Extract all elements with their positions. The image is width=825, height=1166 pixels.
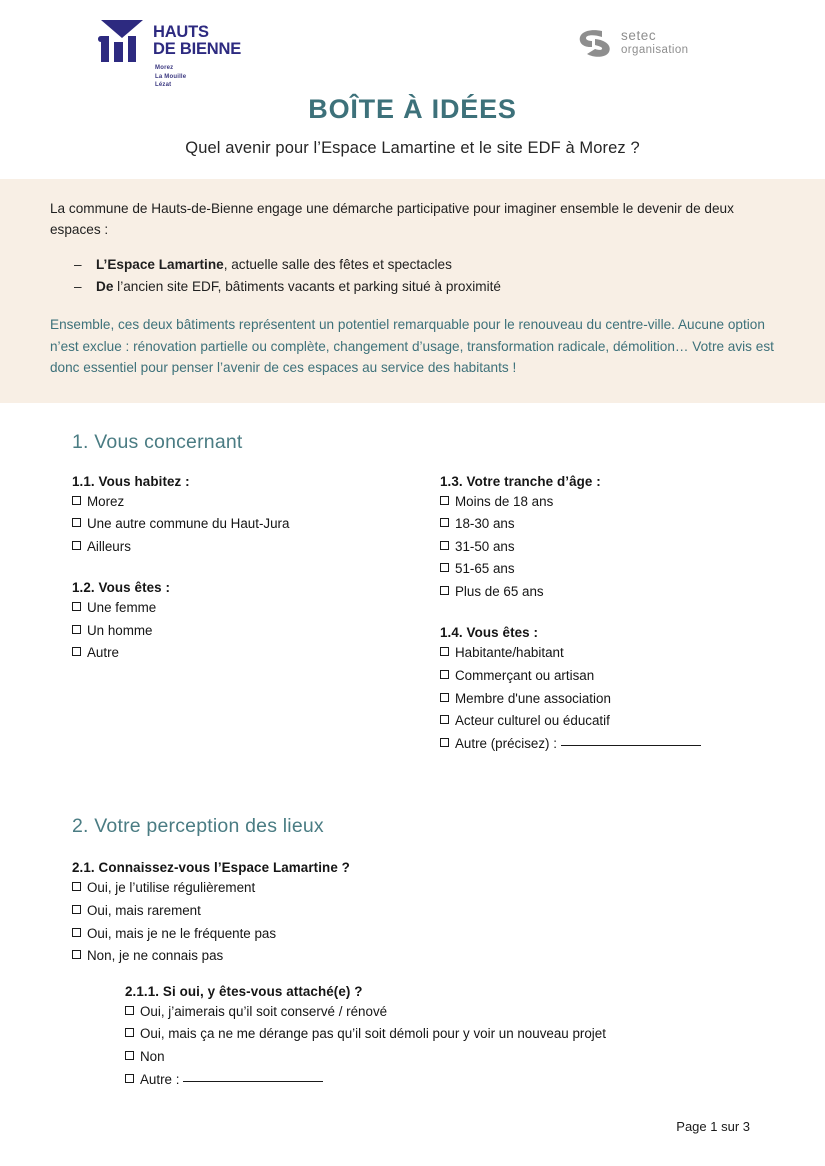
checkbox-icon[interactable]	[440, 563, 449, 572]
question-1-1	[72, 474, 440, 559]
question-1-3	[440, 474, 775, 604]
hdb-logo-sublines	[155, 64, 241, 90]
hauts-de-bienne-logo	[95, 18, 241, 90]
checkbox-icon[interactable]	[440, 586, 449, 595]
logo-row	[0, 0, 825, 92]
setec-logo-line1: setec	[621, 27, 657, 43]
question-1-4-label: 1.4. Vous êtes :	[440, 625, 539, 641]
list-item[interactable]	[440, 665, 775, 688]
question-1-4-options	[440, 642, 775, 755]
hdb-logo-sub2: La Mouille	[155, 73, 187, 80]
option-label: Membre d'une association	[455, 690, 611, 706]
page-title: BOÎTE À IDÉES	[308, 94, 517, 124]
section-1-columns	[72, 474, 775, 768]
checkbox-icon[interactable]	[72, 882, 81, 891]
write-in-field[interactable]	[183, 1081, 323, 1082]
list-item[interactable]	[125, 1046, 775, 1069]
hdb-logo-line2: DE BIENNE	[153, 39, 242, 58]
bullet-rest-text: l’ancien site EDF, bâtiments vacants et parking situé à proximité	[113, 279, 501, 294]
checkbox-icon[interactable]	[72, 602, 81, 611]
question-1-2-options	[72, 597, 440, 665]
list-item[interactable]	[125, 1023, 775, 1046]
question-1-1-label: 1.1. Vous habitez :	[72, 473, 190, 489]
checkbox-icon[interactable]	[440, 670, 449, 679]
list-item	[50, 276, 781, 298]
list-item[interactable]	[440, 581, 775, 604]
question-2-1-1	[125, 984, 775, 1091]
option-label: Habitante/habitant	[455, 645, 564, 661]
option-label: Morez	[87, 493, 125, 509]
option-label: Autre (précisez) :	[455, 735, 557, 751]
checkbox-icon[interactable]	[440, 647, 449, 656]
option-label: 51-65 ans	[455, 561, 515, 577]
hdb-logo-sub3: Lézat	[155, 82, 172, 88]
intro-bullet-list	[50, 254, 781, 298]
option-label: Commerçant ou artisan	[455, 668, 595, 684]
hdb-logo-line1: HAUTS	[153, 23, 209, 41]
list-item[interactable]	[72, 900, 775, 923]
section-2-title: 2. Votre perception des lieux	[72, 815, 324, 838]
hdb-logo-sub1: Morez	[155, 65, 174, 71]
list-item[interactable]	[72, 536, 440, 559]
option-label: Oui, mais rarement	[87, 903, 201, 919]
option-label: Autre :	[140, 1071, 180, 1087]
question-1-2-label: 1.2. Vous êtes :	[72, 580, 171, 596]
hauts-de-bienne-wordmark	[153, 18, 241, 90]
option-label: Un homme	[87, 622, 153, 638]
page-footer: Page 1 sur 3	[676, 1119, 750, 1134]
bullet-dash: –	[74, 279, 82, 294]
question-1-3-label: 1.3. Votre tranche d’âge :	[440, 473, 601, 489]
list-item[interactable]	[72, 620, 440, 643]
option-label: Moins de 18 ans	[455, 493, 554, 509]
list-item[interactable]	[72, 923, 775, 946]
question-1-2	[72, 580, 440, 665]
list-item[interactable]	[440, 733, 775, 756]
option-label: 31-50 ans	[455, 538, 515, 554]
list-item[interactable]	[125, 1001, 775, 1024]
list-item[interactable]	[72, 945, 775, 968]
section-1	[0, 431, 825, 768]
question-2-1	[72, 860, 775, 967]
question-1-1-options	[72, 491, 440, 559]
question-1-4	[440, 625, 775, 755]
bullet-dash: –	[74, 257, 82, 272]
list-item[interactable]	[72, 491, 440, 514]
option-label: 18-30 ans	[455, 516, 515, 532]
setec-wordmark	[621, 29, 688, 58]
checkbox-icon[interactable]	[72, 541, 81, 550]
checkbox-icon[interactable]	[72, 496, 81, 505]
setec-logo	[578, 28, 688, 58]
option-label: Non, je ne connais pas	[87, 948, 224, 964]
intro-paragraph: La commune de Hauts-de-Bienne engage une démarche participative pour imaginer ensemble le devenir de deux espaces :	[50, 201, 734, 237]
spacer	[72, 570, 440, 580]
question-2-1-1-options	[125, 1001, 775, 1091]
option-label: Acteur culturel ou éducatif	[455, 713, 610, 729]
hauts-de-bienne-mark-icon	[95, 18, 147, 64]
list-item[interactable]	[440, 513, 775, 536]
section-1-title: 1. Vous concernant	[72, 430, 243, 453]
bullet-rest-text: , actuelle salle des fêtes et spectacles	[223, 257, 452, 272]
checkbox-icon[interactable]	[72, 518, 81, 527]
question-1-3-options	[440, 491, 775, 604]
option-label: Autre	[87, 645, 120, 661]
checkbox-icon[interactable]	[125, 1028, 134, 1037]
checkbox-icon[interactable]	[440, 518, 449, 527]
checkbox-icon[interactable]	[125, 1051, 134, 1060]
checkbox-icon[interactable]	[125, 1074, 134, 1083]
option-label: Non	[140, 1049, 165, 1064]
checkbox-icon[interactable]	[72, 905, 81, 914]
checkbox-icon[interactable]	[72, 950, 81, 959]
page-subtitle: Quel avenir pour l’Espace Lamartine et le site EDF à Morez ?	[185, 139, 640, 157]
checkbox-icon[interactable]	[440, 715, 449, 724]
option-label: Ailleurs	[87, 538, 131, 554]
checkbox-icon[interactable]	[440, 738, 449, 747]
intro-box	[0, 179, 825, 403]
option-label: Oui, j’aimerais qu’il soit conservé / rénové	[140, 1003, 388, 1019]
question-2-1-label: 2.1. Connaissez-vous l’Espace Lamartine ?	[72, 860, 350, 876]
intro-highlight-paragraph: Ensemble, ces deux bâtiments représentent un potentiel remarquable pour le renouveau du centre-ville. Aucune option n’est exclue : rénovation partielle ou complète, changement d’usage, transformation radicale, démolition… Votre avis est donc essentiel pour penser l’avenir de ces espaces au service des habitants !	[50, 317, 774, 375]
option-label: Oui, mais ça ne me dérange pas qu’il soit démoli pour y voir un nouveau projet	[140, 1026, 606, 1042]
question-2-1-1-label: 2.1.1. Si oui, y êtes-vous attaché(e) ?	[125, 983, 363, 999]
checkbox-icon[interactable]	[72, 625, 81, 634]
question-2-1-options	[72, 877, 775, 967]
list-item[interactable]	[72, 877, 775, 900]
setec-logo-line2: organisation	[621, 44, 689, 56]
option-label: Une femme	[87, 600, 157, 616]
checkbox-icon[interactable]	[72, 647, 81, 656]
option-label: Oui, je l’utilise régulièrement	[87, 880, 256, 896]
bullet-bold-text: De	[96, 279, 114, 294]
list-item[interactable]	[440, 688, 775, 711]
section-1-right-column	[440, 474, 775, 768]
list-item[interactable]	[440, 558, 775, 581]
list-item[interactable]	[72, 513, 440, 536]
option-label: Plus de 65 ans	[455, 583, 544, 599]
list-item[interactable]	[72, 597, 440, 620]
option-label: Oui, mais je ne le fréquente pas	[87, 925, 277, 941]
setec-mark-icon	[578, 28, 612, 58]
write-in-field[interactable]	[561, 745, 701, 746]
bullet-bold-text: L’Espace Lamartine	[96, 257, 224, 272]
list-item[interactable]	[125, 1069, 775, 1092]
list-item[interactable]	[440, 642, 775, 665]
checkbox-icon[interactable]	[440, 693, 449, 702]
spacer	[440, 615, 775, 625]
checkbox-icon[interactable]	[440, 496, 449, 505]
option-label: Une autre commune du Haut-Jura	[87, 516, 290, 532]
checkbox-icon[interactable]	[125, 1006, 134, 1015]
section-2	[0, 815, 825, 1091]
section-1-left-column	[72, 474, 440, 768]
checkbox-icon[interactable]	[72, 928, 81, 937]
list-item[interactable]	[440, 491, 775, 514]
list-item[interactable]	[440, 710, 775, 733]
list-item[interactable]	[72, 642, 440, 665]
list-item[interactable]	[440, 536, 775, 559]
list-item	[50, 254, 781, 276]
checkbox-icon[interactable]	[440, 541, 449, 550]
